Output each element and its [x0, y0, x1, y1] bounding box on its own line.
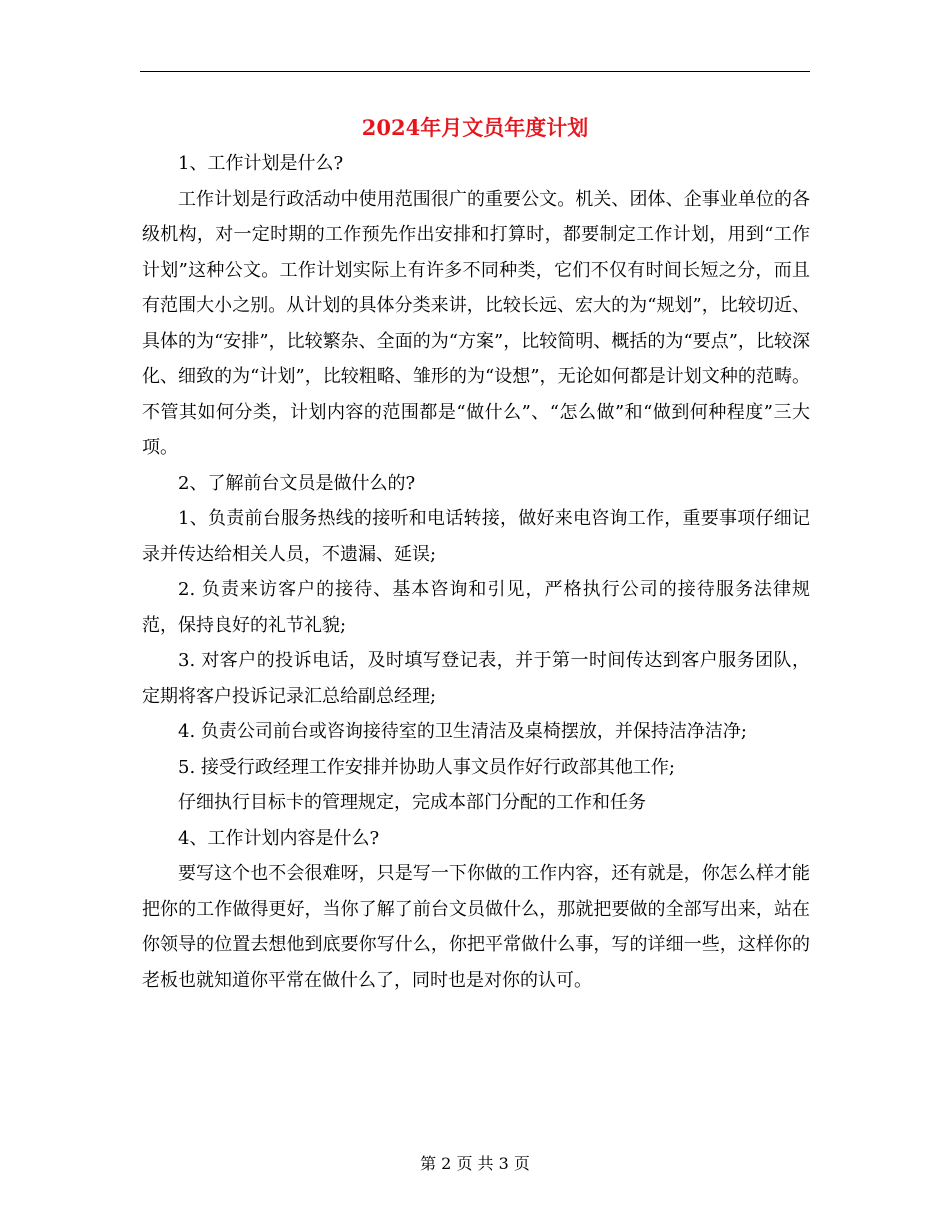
- page-label-suffix: 页: [513, 1154, 530, 1173]
- page-footer: [0, 1152, 950, 1176]
- section-heading-4: 4、工作计划内容是什么?: [178, 827, 380, 849]
- page-label-middle: 页 共: [456, 1154, 494, 1173]
- header-rule: [140, 71, 810, 72]
- section-heading-1: 1、工作计划是什么?: [178, 153, 344, 174]
- document-body: [142, 146, 810, 998]
- document-title: 2024年月文员年度计划: [361, 115, 589, 140]
- current-page-number: 2: [441, 1154, 452, 1173]
- duty-item-5: 5. 接受行政经理工作安排并协助人事文员作好行政部其他工作;: [178, 756, 675, 778]
- section-heading-2: 2、了解前台文员是做什么的?: [178, 472, 416, 494]
- duty-item-2: 2. 负责来访客户的接待、基本咨询和引见，严格执行公司的接待服务法律规范，保持良好的礼节礼貌;: [142, 579, 810, 636]
- duty-item-4: 4. 负责公司前台或咨询接待室的卫生清洁及桌椅摆放，并保持洁净洁净;: [178, 721, 747, 742]
- duty-item-3: 3. 对客户的投诉电话，及时填写登记表，并于第一时间传达到客户服务团队，定期将客户投诉记录汇总给副总经理;: [142, 650, 810, 707]
- duty-item-6: 仔细执行目标卡的管理规定，完成本部门分配的工作和任务: [178, 792, 646, 813]
- page-label-prefix: 第: [420, 1154, 437, 1173]
- duty-item-1: 1、负责前台服务热线的接听和电话转接，做好来电咨询工作，重要事项仔细记录并传达给相关人员，不遗漏、延误;: [142, 508, 810, 565]
- paragraph-plan-definition: 工作计划是行政活动中使用范围很广的重要公文。机关、团体、企事业单位的各级机构，对一定时期的工作预先作出安排和打算时，都要制定工作计划，用到“工作计划”这种公文。工作计划实际上有许多不同种类，它们不仅有时间长短之分，而且有范围大小之别。从计划的具体分类来讲，比较长远、宏大的为“规划”，比较切近、具体的为“安排”，比较繁杂、全面的为“方案”，比较简明、概括的为“要点”，比较深化、细致的为“计划”，比较粗略、雏形的为“设想”，无论如何都是计划文种的范畴。不管其如何分类，计划内容的范围都是“做什么”、“怎么做”和“做到何种程度”三大项。: [142, 188, 810, 458]
- total-page-count: 3: [498, 1154, 509, 1173]
- paragraph-plan-content: 要写这个也不会很难呀，只是写一下你做的工作内容，还有就是，你怎么样才能把你的工作做得更好，当你了解了前台文员做什么，那就把要做的全部写出来，站在你领导的位置去想他到底要你写什么，你把平常做什么事，写的详细一些，这样你的老板也就知道你平常在做什么了，同时也是对你的认可。: [142, 863, 810, 991]
